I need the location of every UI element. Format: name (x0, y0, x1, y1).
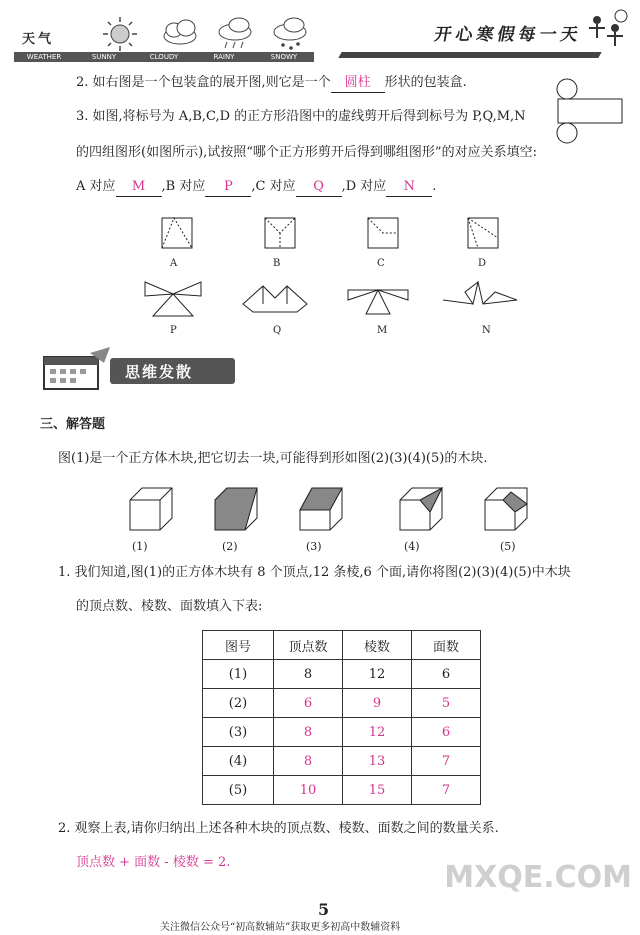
table-cell: 7 (412, 747, 481, 776)
square-label: D (478, 258, 487, 269)
pair-label: D 对应 (345, 179, 387, 194)
table-cell: 12 (343, 718, 412, 747)
banner-title: 开心寒假每一天 (432, 25, 584, 45)
cube-label: (5) (500, 540, 516, 553)
cloud-icon (164, 20, 196, 44)
question-2 (76, 74, 467, 93)
square-label: B (273, 258, 281, 269)
table-cell: 8 (274, 660, 343, 689)
pair-sep: , (341, 179, 346, 194)
cube-label: (1) (132, 540, 148, 553)
table-header: 棱数 (343, 631, 412, 660)
shape-label: N (482, 325, 491, 336)
table-cell: 8 (274, 747, 343, 776)
page-number: 5 (318, 900, 330, 919)
shape-n (443, 282, 517, 304)
square-label: C (377, 258, 385, 269)
table-cell: 8 (274, 718, 343, 747)
weather-title: 天气 (22, 32, 55, 47)
table-cell: 15 (343, 776, 412, 805)
square-label: A (170, 258, 178, 269)
shape-p (145, 282, 201, 316)
table-header-row (203, 631, 481, 660)
table-header: 图号 (203, 631, 274, 660)
table-cell: 6 (274, 689, 343, 718)
weather-label: SNOWY (270, 53, 298, 61)
weather-label: CLOUDY (149, 53, 179, 61)
weather-label: RAINY (213, 53, 235, 61)
cube-label: (3) (306, 540, 322, 553)
table-cell: 6 (412, 660, 481, 689)
part3-q2-answer: 顶点数 + 面数 - 棱数 = 2. (76, 855, 231, 870)
part3-intro: 图(1)是一个正方体木块,把它切去一块,可能得到形如图(2)(3)(4)(5)的木块. (58, 451, 488, 466)
cube-label: (2) (222, 540, 238, 553)
snow-icon (274, 18, 306, 50)
table-cell: 5 (412, 689, 481, 718)
q3-answers (76, 178, 436, 197)
data-table (202, 630, 481, 805)
watermark: MXQE.COM (444, 860, 632, 895)
pair-label: A 对应 (76, 179, 116, 194)
q3-line1: 3. 如图,将标号为 A,B,C,D 的正方形沿图中的虚线剪开后得到标号为 P,Q,M,N (76, 109, 526, 124)
table-cell: (3) (203, 718, 274, 747)
cube-5 (485, 488, 527, 530)
shape-label: M (377, 325, 388, 336)
calendar-icon (38, 345, 116, 395)
cube-label: (4) (404, 540, 420, 553)
cut-squares-figure (140, 215, 520, 270)
table-cell: (5) (203, 776, 274, 805)
table-cell: (1) (203, 660, 274, 689)
sun-icon (103, 17, 137, 51)
cube-2 (215, 488, 257, 530)
part3-q2: 2. 观察上表,请你归纳出上述各种木块的顶点数、棱数、面数之间的数量关系. (58, 821, 499, 836)
weather-icons (100, 14, 330, 54)
rain-icon (219, 18, 251, 48)
table-cell: 6 (412, 718, 481, 747)
weather-label-strip (14, 52, 314, 62)
table-cell: 9 (343, 689, 412, 718)
part3-q1-line1: 1. 我们知道,图(1)的正方体木块有 8 个顶点,12 条棱,6 个面,请你将图(2)(3)(4)(5)中木块 (58, 565, 571, 580)
section-label: 思维发散 (125, 363, 194, 381)
answer-b: P (205, 178, 251, 197)
q2-suffix: 形状的包装盒. (384, 75, 467, 90)
square-a (162, 218, 192, 248)
cube-3 (300, 488, 342, 530)
footer-note: 关注微信公众号“初高数辅站”获取更多初高中数辅资料 (160, 922, 401, 933)
shape-m (348, 290, 408, 314)
cubes-figure (120, 480, 540, 540)
q3-line2: 的四组图形(如图所示),试按照“哪个正方形剪开后得到哪组图形”的对应关系填空: (76, 145, 537, 160)
shape-q (243, 286, 307, 312)
cube-1 (130, 488, 172, 530)
pair-sep: , (251, 179, 256, 194)
cube-4 (400, 488, 442, 530)
answer-a: M (116, 178, 162, 197)
part3-q1-line2: 的顶点数、棱数、面数填入下表: (76, 599, 263, 614)
table-row (203, 718, 481, 747)
table-cell: (2) (203, 689, 274, 718)
table-header: 顶点数 (274, 631, 343, 660)
table-row (203, 689, 481, 718)
kids-icon (585, 8, 635, 53)
pair-label: B 对应 (165, 179, 206, 194)
pair-sep: . (432, 179, 437, 194)
table-row (203, 747, 481, 776)
table-cell: 7 (412, 776, 481, 805)
table-cell: 13 (343, 747, 412, 776)
shape-label: Q (273, 325, 282, 336)
cylinder-net-figure (555, 78, 625, 144)
part3-heading: 三、解答题 (40, 417, 106, 432)
pair-label: C 对应 (255, 179, 296, 194)
q2-prefix: 2. 如右图是一个包装盒的展开图,则它是一个 (76, 75, 331, 90)
answer-d: N (386, 178, 432, 197)
table-cell: 12 (343, 660, 412, 689)
table-row (203, 660, 481, 689)
table-row (203, 776, 481, 805)
answer-c: Q (296, 178, 342, 197)
table-header: 面数 (412, 631, 481, 660)
weather-label: WEATHER (26, 53, 62, 61)
table-cell: (4) (203, 747, 274, 776)
cut-pieces-figure (140, 278, 540, 323)
shape-label: P (170, 325, 177, 336)
pair-sep: , (161, 179, 166, 194)
square-b (265, 218, 295, 248)
square-c (368, 218, 398, 248)
weather-label: SUNNY (91, 53, 117, 61)
square-d (468, 218, 498, 248)
table-cell: 10 (274, 776, 343, 805)
q2-answer: 圆柱 (331, 74, 385, 93)
banner-underline (338, 52, 601, 58)
